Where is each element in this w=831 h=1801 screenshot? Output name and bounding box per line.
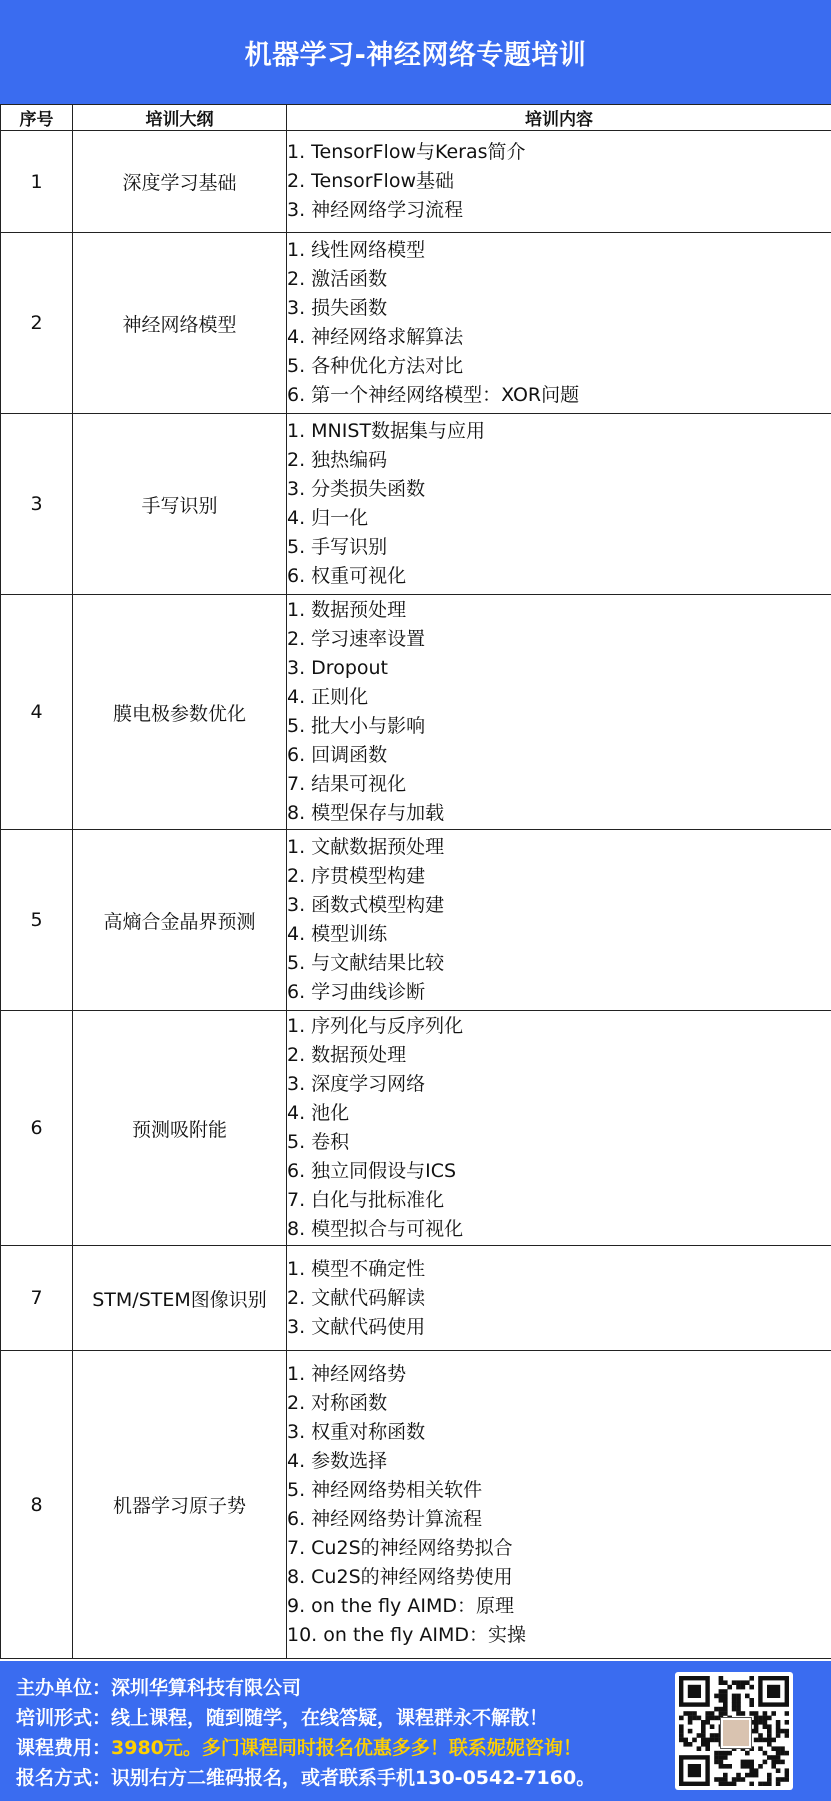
row-number: 8 bbox=[1, 1351, 73, 1659]
row-outline: 膜电极参数优化 bbox=[73, 595, 287, 830]
table-row bbox=[1, 830, 831, 1011]
row-outline: 机器学习原子势 bbox=[73, 1351, 287, 1659]
signup-label: 报名方式： bbox=[16, 1767, 112, 1789]
row-content bbox=[287, 414, 831, 595]
list-item: 1. 序列化与反序列化 bbox=[287, 1015, 464, 1037]
row-outline: 预测吸附能 bbox=[73, 1011, 287, 1246]
header-number: 序号 bbox=[1, 105, 73, 131]
list-item: 3. 分类损失函数 bbox=[287, 478, 426, 500]
list-item: 8. Cu2S的神经网络势使用 bbox=[287, 1565, 513, 1588]
list-item: 5. 批大小与影响 bbox=[287, 715, 426, 737]
row-content bbox=[287, 131, 831, 233]
list-item: 6. 学习曲线诊断 bbox=[287, 981, 426, 1003]
list-item: 3. 文献代码使用 bbox=[287, 1315, 426, 1338]
list-item: 7. Cu2S的神经网络势拟合 bbox=[287, 1536, 513, 1559]
list-item: 6. 独立同假设与ICS bbox=[287, 1160, 457, 1182]
list-item: 3. 权重对称函数 bbox=[287, 1420, 426, 1443]
list-item: 6. 回调函数 bbox=[287, 744, 388, 766]
list-item: 6. 第一个神经网络模型：XOR问题 bbox=[287, 384, 580, 406]
list-item: 3. 函数式模型构建 bbox=[287, 894, 445, 916]
format-value: 线上课程，随到随学，在线答疑，课程群永不解散！ bbox=[111, 1707, 549, 1729]
list-item: 2. 数据预处理 bbox=[287, 1044, 407, 1066]
list-item: 4. 神经网络求解算法 bbox=[287, 326, 464, 348]
row-number: 7 bbox=[1, 1246, 73, 1351]
row-content bbox=[287, 1011, 831, 1246]
list-item: 9. on the fly AIMD：原理 bbox=[287, 1594, 514, 1617]
list-item: 4. 正则化 bbox=[287, 686, 369, 708]
table-header-row bbox=[1, 105, 831, 131]
qr-code-icon[interactable] bbox=[675, 1672, 793, 1790]
format-label: 培训形式： bbox=[16, 1707, 112, 1729]
table-row bbox=[1, 1351, 831, 1659]
header-outline: 培训大纲 bbox=[73, 105, 287, 131]
list-item: 3. 神经网络学习流程 bbox=[287, 199, 464, 221]
list-item: 7. 白化与批标准化 bbox=[287, 1189, 445, 1211]
footer-fee bbox=[16, 1733, 595, 1763]
list-item: 2. 学习速率设置 bbox=[287, 628, 426, 650]
list-item: 1. 神经网络势 bbox=[287, 1362, 407, 1385]
list-item: 3. 损失函数 bbox=[287, 297, 388, 319]
row-outline: 高熵合金晶界预测 bbox=[73, 830, 287, 1011]
list-item: 2. 独热编码 bbox=[287, 449, 388, 471]
list-item: 1. 线性网络模型 bbox=[287, 239, 426, 261]
organizer-label: 主办单位： bbox=[16, 1677, 112, 1699]
row-number: 6 bbox=[1, 1011, 73, 1246]
table-row bbox=[1, 233, 831, 414]
list-item: 2. 对称函数 bbox=[287, 1391, 388, 1414]
row-number: 2 bbox=[1, 233, 73, 414]
row-number: 1 bbox=[1, 131, 73, 233]
table-row bbox=[1, 1011, 831, 1246]
avatar bbox=[721, 1718, 751, 1748]
list-item: 2. 激活函数 bbox=[287, 268, 388, 290]
list-item: 5. 卷积 bbox=[287, 1131, 350, 1153]
list-item: 6. 神经网络势计算流程 bbox=[287, 1507, 483, 1530]
row-number: 3 bbox=[1, 414, 73, 595]
row-content bbox=[287, 830, 831, 1011]
list-item: 1. 文献数据预处理 bbox=[287, 836, 445, 858]
organizer-value: 深圳华算科技有限公司 bbox=[111, 1677, 302, 1699]
row-content bbox=[287, 1351, 831, 1659]
row-content bbox=[287, 233, 831, 414]
page-title: 机器学习-神经网络专题培训 bbox=[0, 0, 831, 104]
list-item: 4. 模型训练 bbox=[287, 923, 388, 945]
table-row bbox=[1, 131, 831, 233]
footer bbox=[0, 1661, 831, 1801]
list-item: 7. 结果可视化 bbox=[287, 773, 407, 795]
list-item: 2. 序贯模型构建 bbox=[287, 865, 426, 887]
row-content bbox=[287, 1246, 831, 1351]
list-item: 4. 归一化 bbox=[287, 507, 369, 529]
table-row bbox=[1, 1246, 831, 1351]
row-number: 5 bbox=[1, 830, 73, 1011]
row-outline: 深度学习基础 bbox=[73, 131, 287, 233]
header-content: 培训内容 bbox=[287, 105, 831, 131]
list-item: 4. 池化 bbox=[287, 1102, 350, 1124]
table-row bbox=[1, 414, 831, 595]
list-item: 6. 权重可视化 bbox=[287, 565, 407, 587]
list-item: 2. 文献代码解读 bbox=[287, 1286, 426, 1309]
footer-signup bbox=[16, 1763, 595, 1793]
list-item: 5. 与文献结果比较 bbox=[287, 952, 445, 974]
list-item: 5. 手写识别 bbox=[287, 536, 388, 558]
row-number: 4 bbox=[1, 595, 73, 830]
row-content bbox=[287, 595, 831, 830]
table-row bbox=[1, 595, 831, 830]
fee-label: 课程费用： bbox=[16, 1737, 112, 1759]
list-item: 1. TensorFlow与Keras简介 bbox=[287, 141, 526, 163]
footer-format bbox=[16, 1703, 595, 1733]
list-item: 10. on the fly AIMD：实操 bbox=[287, 1623, 527, 1646]
list-item: 1. MNIST数据集与应用 bbox=[287, 420, 486, 442]
list-item: 3. Dropout bbox=[287, 657, 388, 679]
list-item: 8. 模型保存与加载 bbox=[287, 802, 445, 824]
list-item: 5. 各种优化方法对比 bbox=[287, 355, 464, 377]
list-item: 2. TensorFlow基础 bbox=[287, 170, 454, 192]
footer-organizer bbox=[16, 1673, 595, 1703]
list-item: 3. 深度学习网络 bbox=[287, 1073, 426, 1095]
row-outline: 手写识别 bbox=[73, 414, 287, 595]
list-item: 1. 数据预处理 bbox=[287, 599, 407, 621]
list-item: 5. 神经网络势相关软件 bbox=[287, 1478, 483, 1501]
syllabus-table bbox=[0, 104, 831, 1659]
row-outline: STM/STEM图像识别 bbox=[73, 1246, 287, 1351]
fee-value: 3980元。多门课程同时报名优惠多多！联系妮妮咨询！ bbox=[111, 1737, 582, 1759]
signup-value: 识别右方二维码报名，或者联系手机130-0542-7160。 bbox=[111, 1767, 596, 1789]
row-outline: 神经网络模型 bbox=[73, 233, 287, 414]
list-item: 8. 模型拟合与可视化 bbox=[287, 1218, 464, 1240]
list-item: 1. 模型不确定性 bbox=[287, 1257, 426, 1280]
list-item: 4. 参数选择 bbox=[287, 1449, 388, 1472]
